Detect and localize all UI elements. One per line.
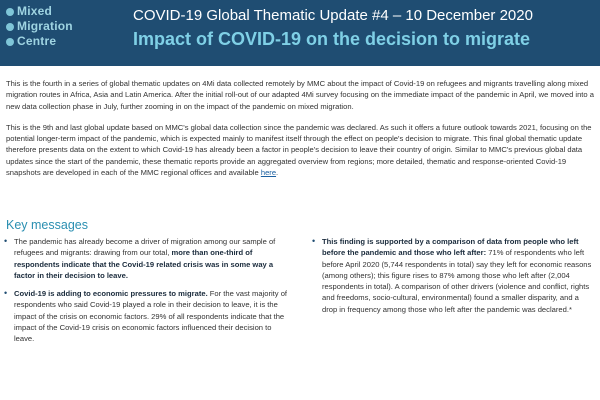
logo-word-1: ixed <box>27 4 53 18</box>
key-message-text-end: For the vast majority of respondents who said Covid-19 played a role in their decision to leave, it is the impact of the crisis on economic factors. 29% of all respondents indicate that the impact of the Covid-19 crisis on economic factors influenced their decision to leave. <box>14 289 288 344</box>
header-banner <box>0 0 600 66</box>
header-subtitle: COVID-19 Global Thematic Update #4 – 10 December 2020 <box>133 7 533 24</box>
key-message-bold: Covid-19 is adding to economic pressures to migrate. <box>14 289 208 299</box>
logo-dot-icon <box>6 38 14 46</box>
logo-word-3: entre <box>25 34 57 48</box>
bullet-icon: • <box>4 236 8 246</box>
key-messages-left-column <box>4 236 292 352</box>
key-message-item <box>4 236 292 281</box>
key-messages-heading: Key messages <box>6 218 88 232</box>
logo-initial-1: M <box>17 4 28 18</box>
key-message-bold: more than one-third of respondents indicate that the Covid-19 related crisis was in some way a factor in their decision to leave. <box>14 248 274 280</box>
key-message-text: The pandemic has already become a driver of migration among our sample of refugees and migrants: drawing from our total, <box>14 237 276 258</box>
logo-line-3 <box>6 34 96 49</box>
key-messages-right-column <box>312 236 596 322</box>
here-link[interactable]: here <box>260 168 277 178</box>
intro-paragraph-2 <box>6 122 594 178</box>
logo-initial-3: C <box>17 34 26 48</box>
bullet-icon: • <box>312 236 316 246</box>
key-message-item <box>312 236 596 315</box>
logo-dot-icon <box>6 23 14 31</box>
key-message-text-end: 71% of respondents who left before April 2020 (5,744 respondents in total) say they left for economic reasons (among others); this figure rises to 87% among those who left after (2,004 respondents in total). A comparison of other drivers (violence and conflict, rights and freedoms, socio-cultural, environmental) found a smaller disparity, and a drop in frequency among those who left after the pandemic was declared.* <box>322 248 592 314</box>
intro-paragraph-1: This is the fourth in a series of global thematic updates on 4Mi data collected remotely by MMC about the impact of Covid-19 on refugees and migrants travelling along mixed migration routes in Africa, Asia and Latin America. After the initial roll-out of our adapted 4Mi survey focusing on the immediate impact of the pandemic in April, we moved into a new data collection phase in July, further zooming in on the impact of the pandemic on mixed migration. <box>6 79 594 111</box>
mmc-logo <box>6 4 96 62</box>
bullet-icon: • <box>4 288 8 299</box>
logo-dot-icon <box>6 8 14 16</box>
logo-initial-2: M <box>17 19 28 33</box>
logo-line-2 <box>6 19 96 34</box>
intro-paragraph-2-end: . <box>276 168 279 178</box>
logo-line-1 <box>6 4 96 19</box>
key-message-bold: This finding is supported by a comparison of data from people who left before the pandemic and those who left after: <box>322 237 579 258</box>
intro-section <box>6 78 594 188</box>
intro-paragraph-2-text: This is the 9th and last global update based on MMC's global data collection since the pandemic was declared. As such it offers a future outlook towards 2021, focusing on the potential longer-term impact of the pandemic, which is expected mainly to manifest itself through the effect on people's decision to migrate. This final global thematic update therefore presents data on the extent to which Covid-19 has already been a factor in people's decision to leave their country of origin. Similar to MMC's previous global data updates since the start of the pandemic, these thematic reports provide an aggregated overview from regions; more detailed, thematic and response-oriented Covid-19 snapshots are developed in each of the MMC regional offices and available <box>6 122 592 178</box>
logo-word-2: igration <box>27 19 73 33</box>
page-title: Impact of COVID-19 on the decision to migrate <box>133 29 531 49</box>
key-message-item <box>4 288 292 344</box>
